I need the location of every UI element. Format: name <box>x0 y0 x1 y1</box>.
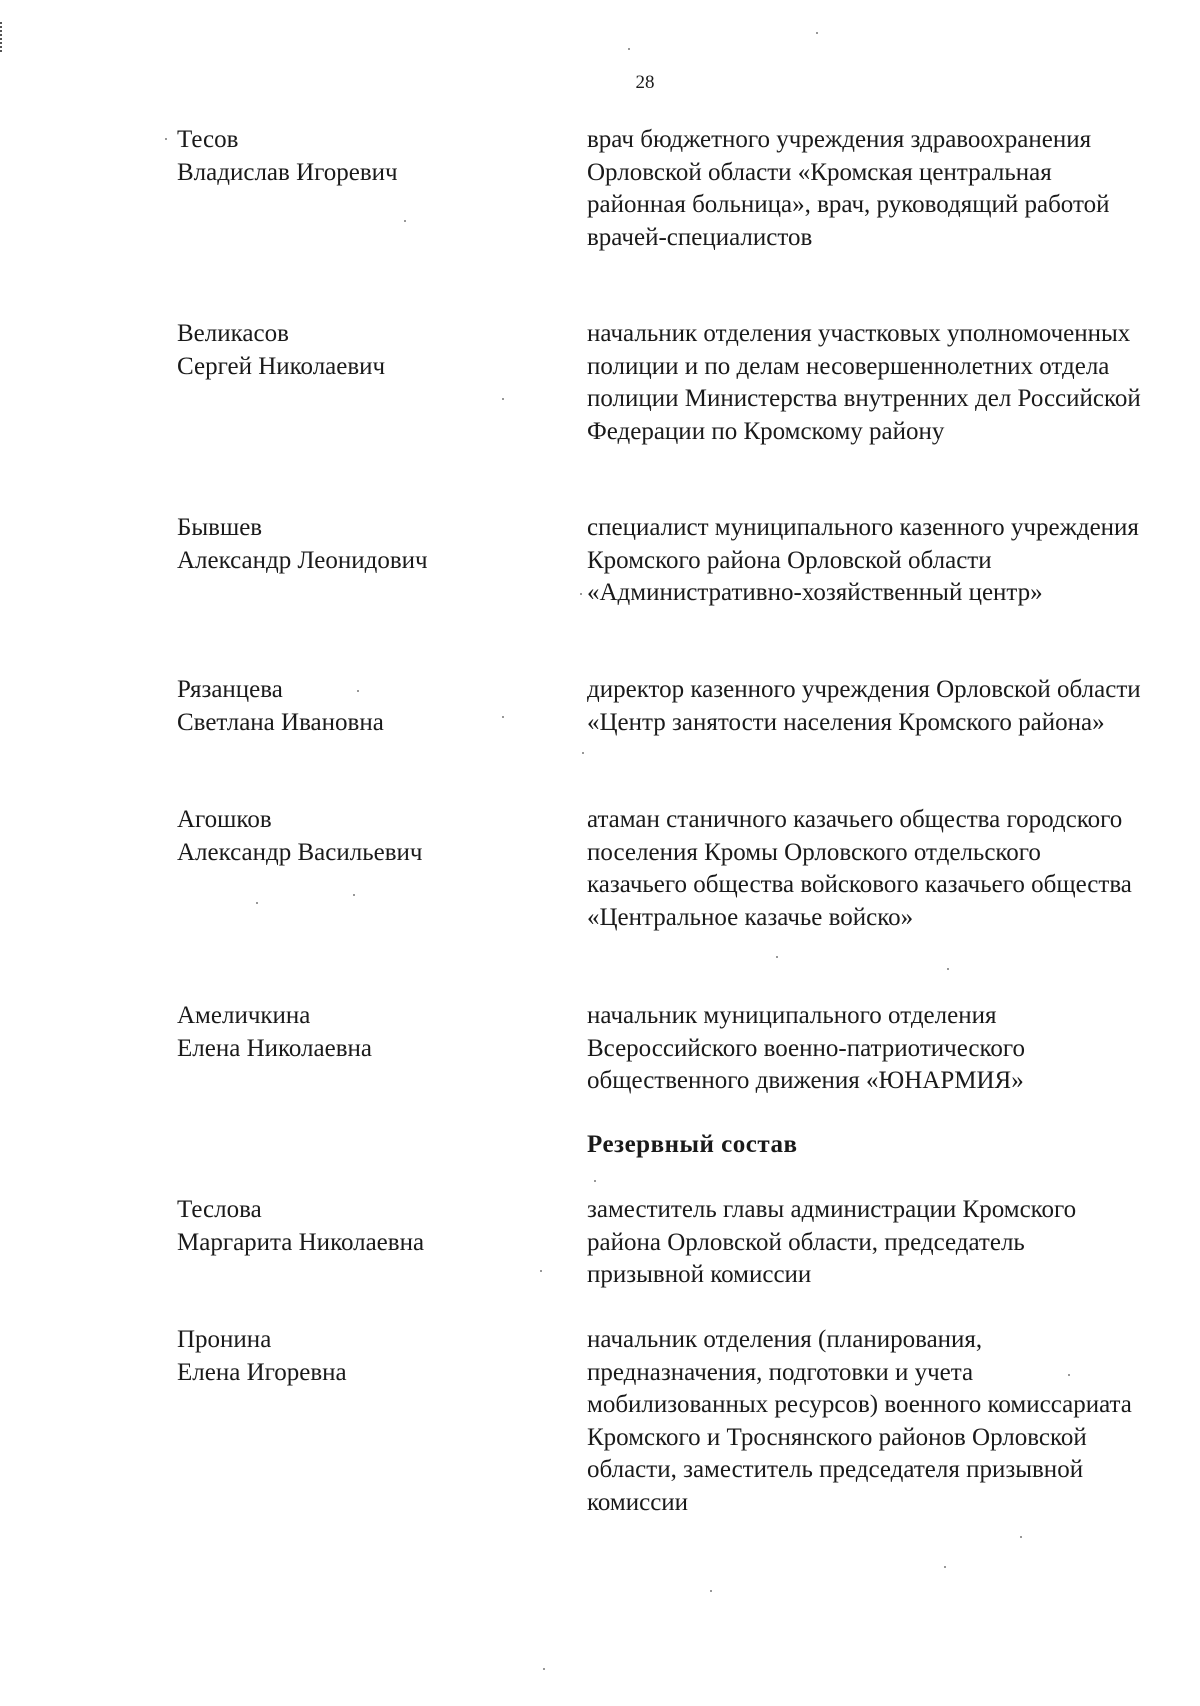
scan-speck <box>580 593 582 595</box>
scan-speck <box>543 1668 545 1670</box>
member-role: начальник отделения участковых уполномоченных полиции и по делам несовершеннолетних отдела полиции Министерства внутренних дел Российской Федерации по Кромскому району <box>587 320 1141 445</box>
scan-speck <box>816 32 818 34</box>
scan-speck <box>540 1270 542 1272</box>
scan-speck <box>628 48 630 50</box>
page-number: 28 <box>635 72 655 93</box>
member-role: начальник муниципального отделения Всероссийского военно-патриотического общественного движения «ЮНАРМИЯ» <box>587 1002 1026 1094</box>
member-role: врач бюджетного учреждения здравоохранения Орловской области «Кромская центральная районная больница», врач, руководящий работой врачей-специалистов <box>587 126 1110 251</box>
member-name: Амеличкина Елена Николаевна <box>177 1002 372 1062</box>
scan-speck <box>502 716 504 718</box>
member-role: атаман станичного казачьего общества городского поселения Кромы Орловского отдельского казачьего общества войскового казачьего общества «Центральное казачье войско» <box>587 806 1132 931</box>
member-name: Теслова Маргарита Николаевна <box>177 1196 425 1256</box>
scan-speck <box>582 752 584 754</box>
member-role: заместитель главы администрации Кромского района Орловской области, председатель призывной комиссии <box>587 1196 1077 1288</box>
scan-speck <box>357 690 359 692</box>
member-role: специалист муниципального казенного учреждения Кромского района Орловской области «Административно-хозяйственный центр» <box>587 514 1139 606</box>
member-name: Тесов Владислав Игоревич <box>177 126 398 186</box>
member-name: Великасов Сергей Николаевич <box>177 320 386 380</box>
scan-speck <box>353 894 355 896</box>
scan-edge-mark <box>0 22 5 52</box>
member-name: Пронина Елена Игоревна <box>177 1326 347 1386</box>
member-name: Рязанцева Светлана Ивановна <box>177 676 384 736</box>
member-role: начальник отделения (планирования, предназначения, подготовки и учета мобилизованных ресурсов) военного комиссариата Кромского и Троснянского районов Орловской области, заместитель председателя призывной комиссии <box>587 1326 1132 1516</box>
scan-speck <box>947 968 949 970</box>
scan-speck <box>776 956 778 958</box>
scan-speck <box>594 1180 596 1182</box>
scan-speck <box>404 220 406 222</box>
member-name: Бывшев Александр Леонидович <box>177 514 428 574</box>
scan-speck <box>165 138 167 140</box>
scan-speck <box>1068 1374 1070 1376</box>
scan-speck <box>1020 1536 1022 1538</box>
scan-speck <box>710 1590 712 1592</box>
reserve-section-heading: Резервный состав <box>587 1131 798 1158</box>
scan-speck <box>502 398 504 400</box>
member-name: Агошков Александр Васильевич <box>177 806 423 866</box>
scan-speck <box>256 902 258 904</box>
member-role: директор казенного учреждения Орловской области «Центр занятости населения Кромского района» <box>587 676 1141 736</box>
scan-speck <box>944 1566 946 1568</box>
